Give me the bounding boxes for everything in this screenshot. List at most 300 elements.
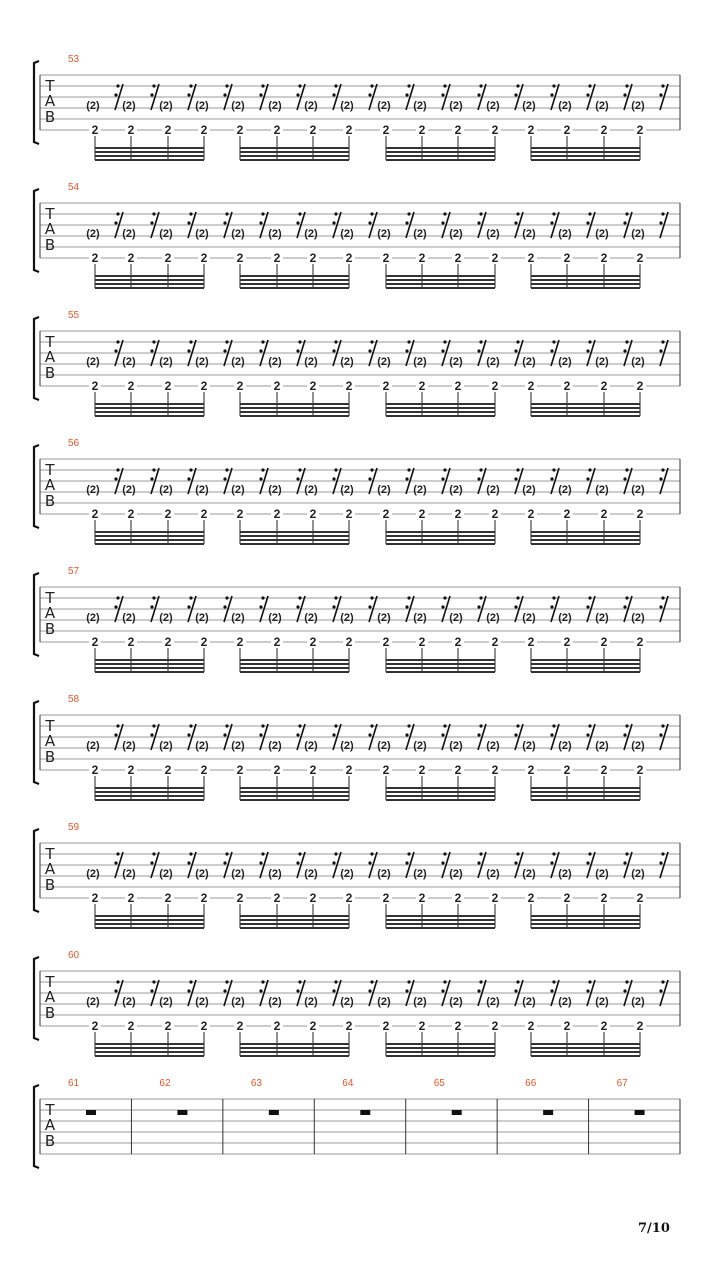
measure-number: 53 [68,54,80,65]
staccato-dot [405,861,408,864]
staccato-dot [625,84,628,87]
staccato-dot [550,605,553,608]
ghost-note: (2) [268,996,282,1008]
fret-number: 2 [491,507,499,521]
fret-number: 2 [382,251,390,265]
fret-number: 2 [200,763,208,777]
staccato-dot [114,349,117,352]
staccato-dot [114,733,117,736]
measure-number: 56 [68,438,80,449]
tab-clef-letter: B [44,108,56,126]
staccato-dot [659,93,662,96]
fret-number: 2 [345,251,353,265]
staccato-dot [514,605,517,608]
staccato-dot [477,221,480,224]
staccato-dot [187,93,190,96]
ghost-note: (2) [159,228,173,240]
fret-number: 2 [382,635,390,649]
staccato-dot [552,980,555,983]
staccato-dot [443,212,446,215]
measure-number: 61 [68,1078,80,1089]
measure-number: 64 [342,1078,354,1089]
staccato-dot [334,596,337,599]
staccato-dot [114,861,117,864]
fret-number: 2 [454,891,462,905]
fret-number: 2 [164,763,172,777]
staccato-dot [516,340,519,343]
staccato-dot [368,989,371,992]
fret-number: 2 [527,1019,535,1033]
staccato-dot [443,852,446,855]
tab-clef-letter: B [44,364,56,382]
tab-clef-letter: B [44,1132,56,1150]
tab-clef-letter: T [45,717,55,735]
ghost-note: (2) [522,484,536,496]
fret-number: 2 [636,635,644,649]
ghost-note: (2) [631,228,645,240]
ghost-note: (2) [86,868,100,880]
staccato-dot [187,733,190,736]
staccato-dot [223,477,226,480]
ghost-note: (2) [340,228,354,240]
staccato-dot [334,84,337,87]
staccato-dot [152,468,155,471]
ghost-note: (2) [377,228,391,240]
ghost-note: (2) [304,356,318,368]
staccato-dot [368,605,371,608]
fret-number: 2 [454,123,462,137]
ghost-note: (2) [486,356,500,368]
staccato-dot [552,84,555,87]
tab-clef-letter: B [44,748,56,766]
staccato-dot [116,980,119,983]
staccato-dot [298,212,301,215]
fret-number: 2 [164,1019,172,1033]
staccato-dot [114,605,117,608]
staccato-dot [370,980,373,983]
staccato-dot [625,852,628,855]
fret-number: 2 [382,763,390,777]
fret-number: 2 [636,123,644,137]
ghost-note: (2) [304,228,318,240]
fret-number: 2 [309,635,317,649]
staccato-dot [479,340,482,343]
fret-number: 2 [600,1019,608,1033]
fret-number: 2 [91,123,99,137]
fret-number: 2 [491,123,499,137]
staccato-dot [659,605,662,608]
ghost-note: (2) [631,868,645,880]
fret-number: 2 [345,1019,353,1033]
staccato-dot [152,852,155,855]
whole-rest [86,1110,96,1115]
staccato-dot [477,861,480,864]
staccato-dot [152,596,155,599]
staccato-dot [625,980,628,983]
staccato-dot [661,980,664,983]
staccato-dot [298,852,301,855]
staccato-dot [552,212,555,215]
ghost-note: (2) [413,228,427,240]
fret-number: 2 [600,379,608,393]
tab-clef-letter: B [44,236,56,254]
staccato-dot [625,340,628,343]
ghost-note: (2) [449,356,463,368]
fret-number: 2 [273,1019,281,1033]
ghost-note: (2) [195,228,209,240]
staccato-dot [223,93,226,96]
ghost-note: (2) [486,612,500,624]
ghost-note: (2) [522,740,536,752]
fret-number: 2 [527,379,535,393]
fret-number: 2 [91,763,99,777]
staccato-dot [479,852,482,855]
page-number: 7/10 [638,1221,670,1236]
staccato-dot [187,605,190,608]
system-bracket [34,445,39,528]
ghost-note: (2) [377,996,391,1008]
ghost-note: (2) [122,740,136,752]
fret-number: 2 [636,891,644,905]
staccato-dot [259,477,262,480]
fret-number: 2 [309,763,317,777]
staccato-dot [334,340,337,343]
fret-number: 2 [164,891,172,905]
ghost-note: (2) [231,100,245,112]
staccato-dot [477,477,480,480]
fret-number: 2 [636,507,644,521]
fret-number: 2 [200,891,208,905]
system-bracket [34,1085,39,1168]
staccato-dot [187,861,190,864]
staccato-dot [479,596,482,599]
staccato-dot [332,349,335,352]
fret-number: 2 [273,763,281,777]
staccato-dot [332,221,335,224]
fret-number: 2 [563,507,571,521]
ghost-note: (2) [122,996,136,1008]
fret-number: 2 [127,379,135,393]
tab-clef-letter: A [44,476,56,494]
whole-rest [452,1110,462,1115]
fret-number: 2 [636,379,644,393]
ghost-note: (2) [340,356,354,368]
ghost-note: (2) [268,100,282,112]
staccato-dot [296,349,299,352]
staccato-dot [659,477,662,480]
staccato-dot [368,349,371,352]
staccato-dot [370,84,373,87]
tab-clef-letter: B [44,1004,56,1022]
staccato-dot [114,989,117,992]
staccato-dot [152,980,155,983]
ghost-note: (2) [122,612,136,624]
whole-rest [269,1110,279,1115]
staccato-dot [152,724,155,727]
staccato-dot [659,221,662,224]
staccato-dot [405,93,408,96]
fret-number: 2 [454,379,462,393]
ghost-note: (2) [377,868,391,880]
staccato-dot [332,733,335,736]
fret-number: 2 [382,891,390,905]
ghost-note: (2) [449,740,463,752]
staccato-dot [368,861,371,864]
fret-number: 2 [309,1019,317,1033]
staccato-dot [332,477,335,480]
staccato-dot [586,221,589,224]
fret-number: 2 [382,507,390,521]
staccato-dot [550,989,553,992]
staccato-dot [150,93,153,96]
tab-clef-letter: T [45,845,55,863]
system-bracket [34,701,39,784]
staccato-dot [623,477,626,480]
staccato-dot [150,221,153,224]
ghost-note: (2) [86,996,100,1008]
staccato-dot [189,596,192,599]
staccato-dot [586,989,589,992]
tab-clef-letter: A [44,732,56,750]
staccato-dot [441,605,444,608]
fret-number: 2 [563,635,571,649]
ghost-note: (2) [377,100,391,112]
staccato-dot [114,221,117,224]
ghost-note: (2) [595,100,609,112]
fret-number: 2 [127,251,135,265]
ghost-note: (2) [304,612,318,624]
ghost-note: (2) [231,996,245,1008]
fret-number: 2 [236,635,244,649]
staccato-dot [477,605,480,608]
ghost-note: (2) [195,100,209,112]
ghost-note: (2) [195,740,209,752]
staccato-dot [261,980,264,983]
ghost-note: (2) [86,356,100,368]
system-bracket [34,829,39,912]
fret-number: 2 [236,123,244,137]
ghost-note: (2) [195,612,209,624]
ghost-note: (2) [268,612,282,624]
staccato-dot [623,221,626,224]
fret-number: 2 [91,635,99,649]
staccato-dot [150,349,153,352]
staccato-dot [586,349,589,352]
ghost-note: (2) [159,100,173,112]
staccato-dot [259,93,262,96]
staccato-dot [223,349,226,352]
staccato-dot [334,980,337,983]
tab-clef-letter: B [44,620,56,638]
staccato-dot [261,852,264,855]
staccato-dot [661,596,664,599]
ghost-note: (2) [486,996,500,1008]
ghost-note: (2) [595,356,609,368]
ghost-note: (2) [231,356,245,368]
staccato-dot [405,477,408,480]
measure-number: 60 [68,950,80,961]
measure-number: 65 [433,1078,445,1089]
staccato-dot [298,980,301,983]
ghost-note: (2) [159,612,173,624]
ghost-note: (2) [86,612,100,624]
staccato-dot [189,340,192,343]
staccato-dot [298,84,301,87]
staccato-dot [189,852,192,855]
staccato-dot [623,349,626,352]
staccato-dot [150,733,153,736]
staccato-dot [296,733,299,736]
staccato-dot [223,733,226,736]
ghost-note: (2) [522,356,536,368]
fret-number: 2 [200,1019,208,1033]
fret-number: 2 [127,891,135,905]
fret-number: 2 [164,123,172,137]
staccato-dot [405,733,408,736]
tab-clef-letter: A [44,220,56,238]
fret-number: 2 [418,379,426,393]
staccato-dot [586,93,589,96]
staccato-dot [477,989,480,992]
staccato-dot [370,724,373,727]
fret-number: 2 [127,1019,135,1033]
staccato-dot [514,477,517,480]
staccato-dot [661,852,664,855]
fret-number: 2 [600,891,608,905]
fret-number: 2 [636,251,644,265]
ghost-note: (2) [86,100,100,112]
staccato-dot [477,349,480,352]
ghost-note: (2) [231,740,245,752]
staccato-dot [116,852,119,855]
ghost-note: (2) [486,740,500,752]
measure-number: 54 [68,182,80,193]
fret-number: 2 [345,891,353,905]
fret-number: 2 [127,123,135,137]
ghost-note: (2) [122,868,136,880]
staccato-dot [225,980,228,983]
ghost-note: (2) [486,100,500,112]
staccato-dot [370,340,373,343]
staccato-dot [223,221,226,224]
fret-number: 2 [200,635,208,649]
tab-clef-letter: T [45,461,55,479]
staccato-dot [659,733,662,736]
staccato-dot [443,468,446,471]
fret-number: 2 [600,763,608,777]
staccato-dot [261,212,264,215]
staccato-dot [659,861,662,864]
staccato-dot [441,989,444,992]
tab-clef-letter: A [44,604,56,622]
ghost-note: (2) [268,740,282,752]
staccato-dot [259,989,262,992]
staccato-dot [225,84,228,87]
tab-clef-letter: A [44,1116,56,1134]
staccato-dot [661,724,664,727]
staccato-dot [443,596,446,599]
fret-number: 2 [454,635,462,649]
staccato-dot [623,861,626,864]
staccato-dot [625,468,628,471]
staccato-dot [479,724,482,727]
staccato-dot [586,477,589,480]
tab-clef-letter: T [45,205,55,223]
ghost-note: (2) [159,868,173,880]
staccato-dot [588,596,591,599]
ghost-note: (2) [377,356,391,368]
fret-number: 2 [527,507,535,521]
ghost-note: (2) [595,996,609,1008]
staccato-dot [259,861,262,864]
ghost-note: (2) [159,484,173,496]
fret-number: 2 [491,379,499,393]
ghost-note: (2) [231,612,245,624]
measure-number: 57 [68,566,80,577]
staccato-dot [114,93,117,96]
staccato-dot [296,989,299,992]
ghost-note: (2) [558,612,572,624]
ghost-note: (2) [304,740,318,752]
staccato-dot [187,349,190,352]
fret-number: 2 [164,635,172,649]
staccato-dot [516,852,519,855]
ghost-note: (2) [340,612,354,624]
ghost-note: (2) [449,612,463,624]
staccato-dot [443,340,446,343]
staccato-dot [223,861,226,864]
staccato-dot [223,605,226,608]
staccato-dot [588,724,591,727]
tab-clef-letter: T [45,589,55,607]
staccato-dot [296,93,299,96]
staccato-dot [586,733,589,736]
tab-clef-letter: T [45,333,55,351]
staccato-dot [550,733,553,736]
ghost-note: (2) [413,100,427,112]
fret-number: 2 [345,379,353,393]
staccato-dot [623,93,626,96]
staccato-dot [586,861,589,864]
fret-number: 2 [345,763,353,777]
staccato-dot [332,861,335,864]
measure-number: 63 [250,1078,262,1089]
measure-number: 62 [159,1078,171,1089]
ghost-note: (2) [340,484,354,496]
ghost-note: (2) [522,100,536,112]
ghost-note: (2) [86,228,100,240]
fret-number: 2 [600,123,608,137]
staccato-dot [550,349,553,352]
staccato-dot [516,84,519,87]
staccato-dot [152,84,155,87]
fret-number: 2 [273,123,281,137]
staccato-dot [370,852,373,855]
tab-clef-letter: A [44,92,56,110]
staccato-dot [189,212,192,215]
ghost-note: (2) [631,484,645,496]
system-bracket [34,317,39,400]
fret-number: 2 [273,635,281,649]
staccato-dot [550,93,553,96]
tab-clef-letter: A [44,348,56,366]
tab-clef-letter: B [44,876,56,894]
fret-number: 2 [236,251,244,265]
fret-number: 2 [527,635,535,649]
ghost-note: (2) [195,868,209,880]
fret-number: 2 [309,891,317,905]
ghost-note: (2) [522,868,536,880]
